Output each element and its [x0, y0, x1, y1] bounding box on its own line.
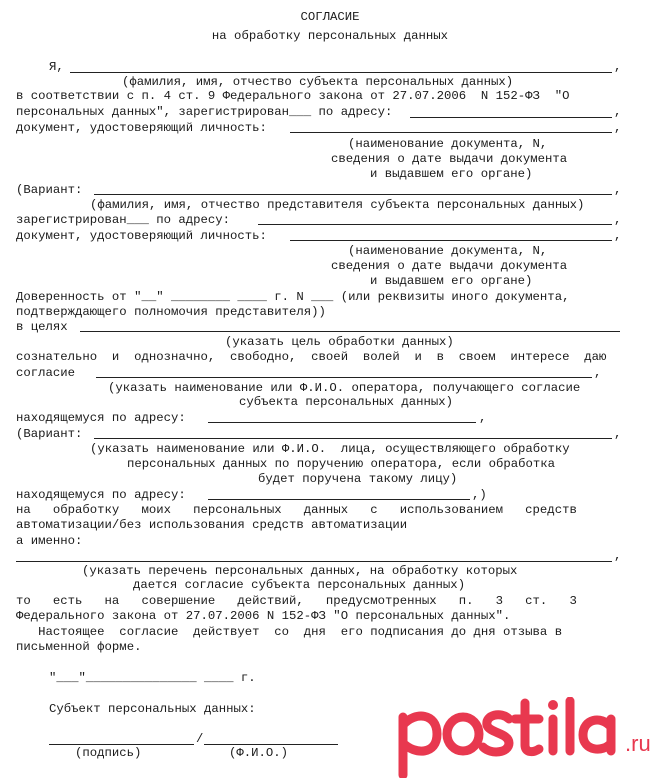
- punct: ,: [614, 213, 622, 227]
- law-line-2: персональных данных", зарегистрирован___ по адресу:: [16, 105, 393, 119]
- subject-document-field[interactable]: [290, 132, 612, 133]
- doc-label-2: документ, удостоверяющий личность:: [16, 229, 267, 243]
- hint-doc-3: и выдавшем его органе): [370, 167, 533, 181]
- data-list-field[interactable]: [16, 561, 612, 562]
- subject-label: Субъект персональных данных:: [49, 702, 256, 716]
- actions-line-1: то есть на совершение действий, предусмотренных п. 3 ст. 3: [16, 594, 577, 608]
- representative-fio-field[interactable]: [94, 194, 612, 195]
- punct: ,: [614, 229, 622, 243]
- hint-purpose: (указать цель обработки данных): [225, 335, 454, 349]
- hint-doc-2: сведения о дате выдачи документа: [331, 152, 568, 166]
- punct: ,: [614, 183, 622, 197]
- variant-label: (Вариант:: [16, 183, 83, 197]
- signature-fio-field[interactable]: [204, 744, 338, 745]
- hint-fio-subject: (фамилия, имя, отчество субъекта персональных данных): [122, 75, 514, 89]
- hint-doc-5: сведения о дате выдачи документа: [331, 259, 568, 273]
- subject-fio-field[interactable]: [70, 72, 612, 73]
- purpose-label: в целях: [16, 320, 68, 334]
- purpose-field[interactable]: [80, 331, 620, 332]
- watermark-glyphs: [403, 701, 611, 775]
- namely-label: а именно:: [16, 534, 83, 548]
- processor-address-field[interactable]: [208, 499, 470, 500]
- proxy-line: Доверенность от "__" ________ ____ г. N ___ (или реквизиты иного документа,: [16, 290, 570, 304]
- subject-address-field[interactable]: [410, 117, 612, 118]
- ya-label: Я,: [49, 60, 64, 74]
- processing-line-1: на обработку моих персональных данных с использованием средств: [16, 503, 577, 517]
- validity-line-2: письменной форме.: [16, 640, 142, 654]
- hint-fio-representative: (фамилия, имя, отчество представителя субъекта персональных данных): [90, 198, 585, 212]
- representative-document-field[interactable]: [290, 240, 612, 241]
- punct: ,: [614, 60, 622, 74]
- punct: ,: [479, 411, 487, 425]
- punct: ,: [614, 427, 622, 441]
- punct: ,: [594, 366, 602, 380]
- slash: /: [196, 732, 204, 746]
- validity-line-1: Настоящее согласие действует со дня его подписания до дня отзыва в: [16, 625, 563, 639]
- hint-operator-2: субъекта персональных данных): [239, 395, 454, 409]
- watermark-dot: [548, 700, 558, 710]
- document-subtitle: на обработку персональных данных: [211, 29, 449, 43]
- hint-processor-3: будет поручена такому лицу): [258, 472, 458, 486]
- consent-word: согласие: [16, 366, 76, 380]
- doc-label: документ, удостоверяющий личность:: [16, 121, 267, 135]
- punct: ,: [614, 105, 622, 119]
- hint-list-2: дается согласие субъекта персональных данных): [133, 578, 466, 592]
- located-label: находящемуся по адресу:: [16, 411, 186, 425]
- variant-label-2: (Вариант:: [16, 427, 83, 441]
- punct: ,: [614, 121, 622, 135]
- hint-processor-2: персональных данных по поручению оператора, если обработка: [127, 457, 556, 471]
- processor-field[interactable]: [94, 438, 612, 439]
- signature-hint: (подпись): [75, 746, 142, 760]
- operator-field[interactable]: [96, 377, 592, 378]
- located-label-2: находящемуся по адресу:: [16, 488, 186, 502]
- hint-operator-1: (указать наименование или Ф.И.О. оператора, получающего согласие: [108, 381, 581, 395]
- actions-line-2: Федерального закона от 27.07.2006 N 152-ФЗ "О персональных данных".: [16, 609, 511, 623]
- law-line-1: в соответствии с п. 4 ст. 9 Федерального закона от 27.07.2006 N 152-ФЗ "О: [16, 89, 570, 103]
- fio-hint: (Ф.И.О.): [229, 746, 289, 760]
- date-line[interactable]: "___"_______________ ____ г.: [49, 671, 256, 685]
- watermark-suffix: .ru: [625, 731, 651, 756]
- punct: ,: [614, 549, 622, 563]
- signature-field[interactable]: [49, 744, 194, 745]
- processing-line-2: автоматизации/без использования средств автоматизации: [16, 518, 408, 532]
- consent-line: сознательно и однозначно, свободно, своей волей и в своем интересе даю: [16, 350, 607, 364]
- watermark-logo: [393, 697, 655, 778]
- proxy-line-2: подтверждающего полномочия представителя)): [16, 305, 326, 319]
- hint-list-1: (указать перечень персональных данных, на обработку которых: [82, 564, 518, 578]
- hint-doc-6: и выдавшем его органе): [370, 274, 533, 288]
- hint-doc-4: (наименование документа, N,: [348, 244, 548, 258]
- reg-label: зарегистрирован___ по адресу:: [16, 213, 231, 227]
- representative-address-field[interactable]: [258, 224, 612, 225]
- hint-doc-1: (наименование документа, N,: [348, 137, 548, 151]
- punct: ,): [472, 488, 487, 502]
- document-title: СОГЛАСИЕ: [300, 10, 360, 24]
- operator-address-field[interactable]: [208, 422, 476, 423]
- hint-processor-1: (указать наименование или Ф.И.О. лица, осуществляющего обработку: [90, 442, 570, 456]
